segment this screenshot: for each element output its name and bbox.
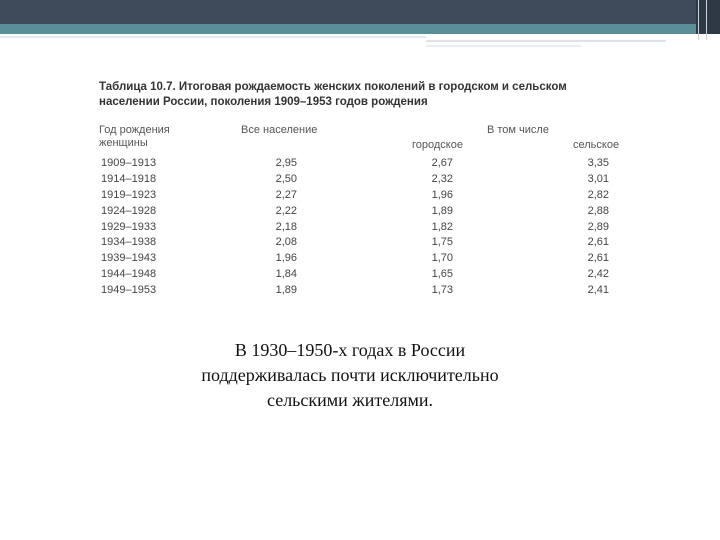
corner-divider [706, 0, 707, 40]
cell-rural: 2,42 [587, 268, 609, 281]
table-row [0, 205, 720, 221]
column-header-year: Год рождения женщины [99, 124, 170, 149]
decorative-rule [0, 36, 426, 38]
cell-urban: 1,89 [431, 204, 453, 217]
cell-all: 1,84 [275, 268, 297, 281]
column-header-rural: сельское [573, 139, 620, 151]
cell-rural: 2,41 [587, 284, 609, 297]
column-header-urban: городское [412, 139, 463, 151]
table-title: Таблица 10.7. Итоговая рождаемость женских поколений в городском и сельском населении России, поколения 1909–1953 годов рождения [99, 81, 567, 108]
slide-corner-block [696, 0, 720, 34]
cell-rural: 3,35 [587, 157, 609, 169]
cell-urban: 2,32 [431, 172, 453, 185]
table-body [0, 157, 720, 300]
cell-year: 1919–1923 [101, 188, 157, 201]
cell-rural: 2,61 [587, 252, 609, 265]
cell-all: 2,08 [275, 236, 297, 249]
slide-top-band [0, 0, 720, 24]
cell-urban: 1,73 [431, 284, 453, 297]
cell-rural: 2,88 [587, 204, 609, 217]
table-row [0, 236, 720, 252]
cell-all: 1,89 [275, 284, 297, 297]
cell-year: 1924–1928 [101, 204, 157, 217]
cell-year: 1934–1938 [101, 236, 157, 249]
cell-year: 1914–1918 [101, 172, 157, 185]
table-row [0, 252, 720, 268]
decorative-rule [426, 40, 666, 42]
cell-all: 2,27 [275, 188, 297, 201]
cell-urban: 1,70 [431, 252, 453, 265]
cell-year: 1909–1913 [101, 157, 157, 169]
corner-divider [698, 0, 699, 40]
cell-urban: 2,67 [431, 157, 453, 169]
cell-urban: 1,82 [431, 220, 453, 233]
cell-all: 2,22 [275, 204, 297, 217]
cell-all: 2,50 [275, 172, 297, 185]
cell-year: 1939–1943 [101, 252, 157, 265]
table-row [0, 189, 720, 205]
cell-rural: 2,89 [587, 220, 609, 233]
decorative-rule [426, 45, 581, 47]
cell-urban: 1,75 [431, 236, 453, 249]
cell-all: 2,95 [275, 157, 297, 169]
cell-all: 2,18 [275, 220, 297, 233]
cell-year: 1929–1933 [101, 220, 157, 233]
table-row [0, 173, 720, 189]
table-row [0, 284, 720, 300]
cell-urban: 1,96 [431, 188, 453, 201]
cell-year: 1949–1953 [101, 284, 157, 297]
cell-all: 1,96 [275, 252, 297, 265]
table-row [0, 268, 720, 284]
cell-year: 1944–1948 [101, 268, 157, 281]
slide-accent-band [0, 24, 720, 34]
column-header-including: В том числе [487, 124, 549, 136]
cell-rural: 2,82 [587, 188, 609, 201]
column-header-all: Все население [241, 124, 318, 136]
table-row [0, 221, 720, 237]
table-row [0, 157, 720, 173]
cell-urban: 1,65 [431, 268, 453, 281]
cell-rural: 2,61 [587, 236, 609, 249]
cell-rural: 3,01 [587, 172, 609, 185]
slide-caption: В 1930–1950-х годах в России поддерживалась почти исключительно сельскими жителями. [201, 340, 499, 410]
